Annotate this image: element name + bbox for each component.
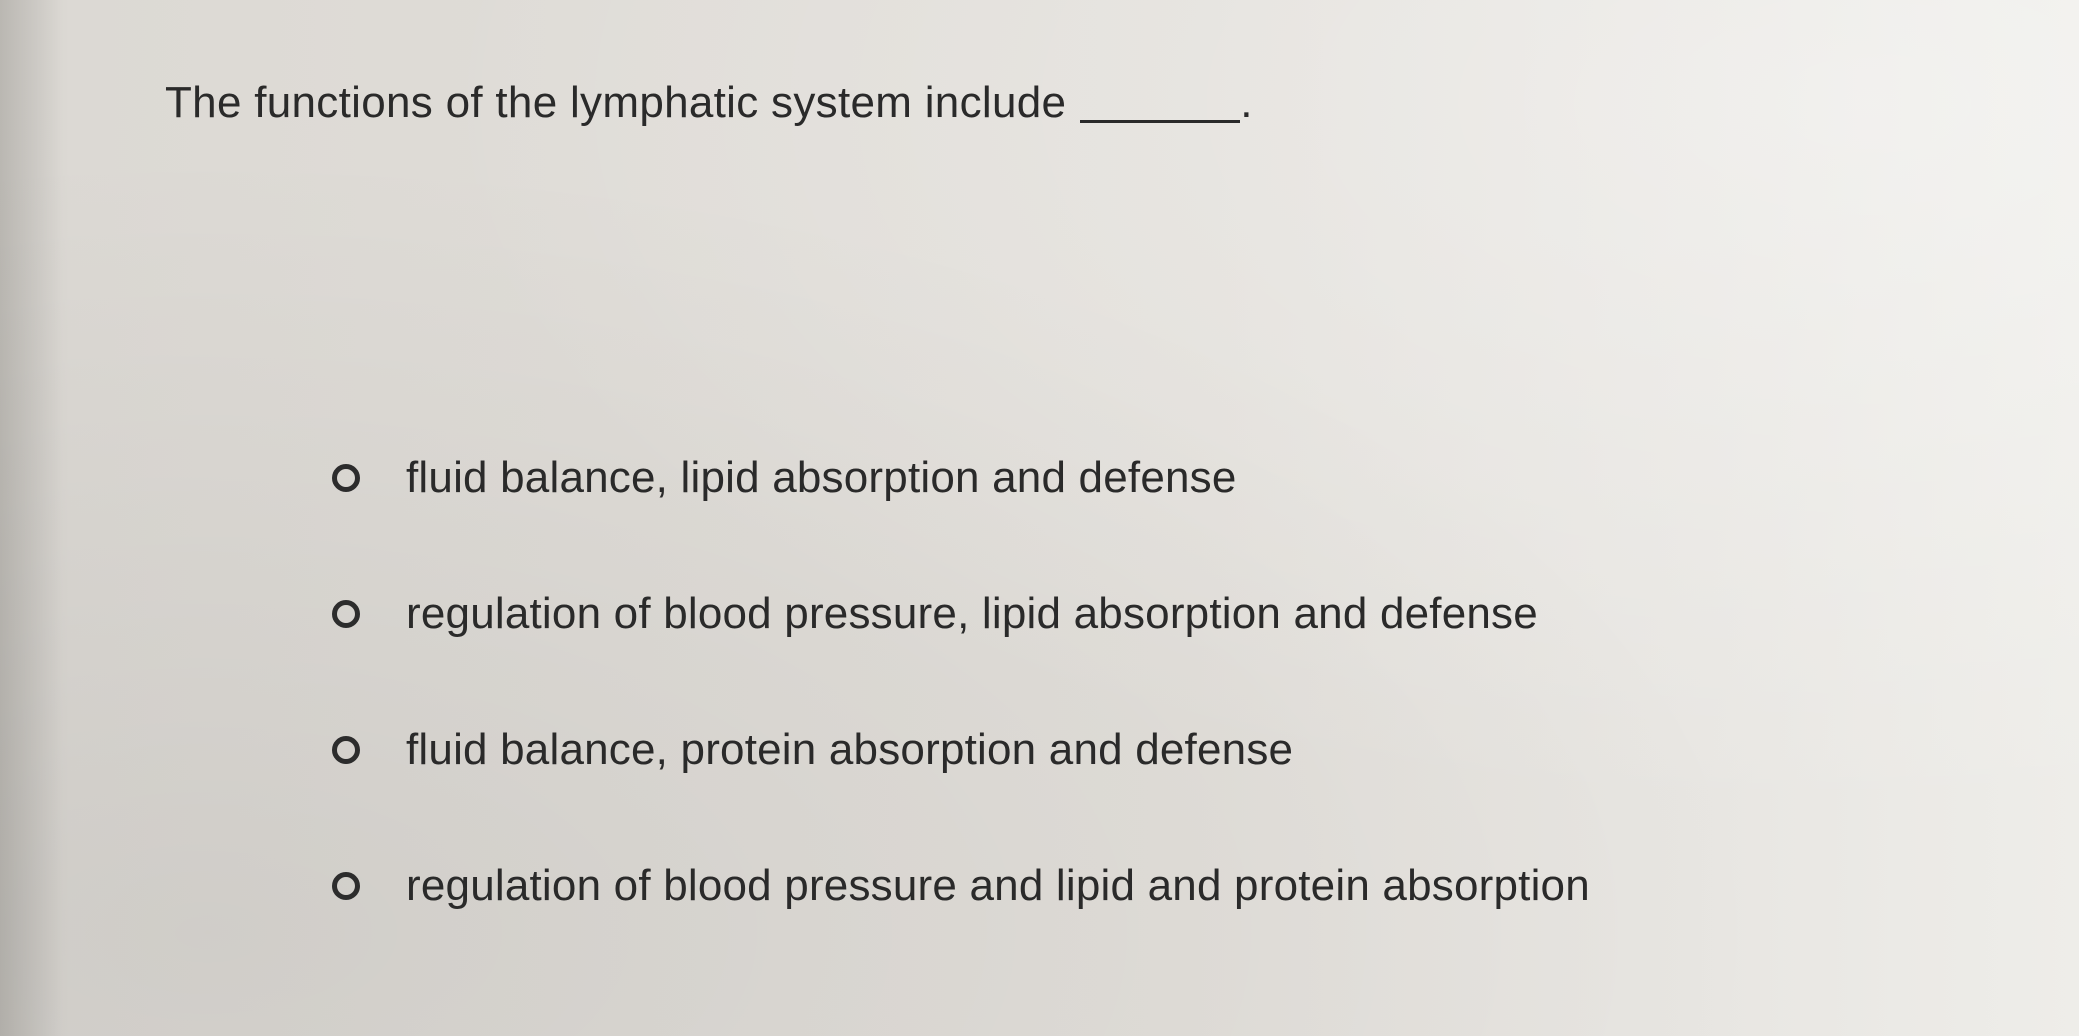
radio-button-icon[interactable] — [332, 736, 360, 764]
answer-option-label: fluid balance, protein absorption and defense — [406, 725, 1294, 774]
answer-blank — [1080, 120, 1240, 123]
screen-edge-shadow — [0, 0, 62, 1036]
question-prompt — [165, 78, 1253, 128]
answer-option-1[interactable] — [332, 410, 1590, 546]
answer-option-4[interactable] — [332, 818, 1590, 954]
radio-button-icon[interactable] — [332, 872, 360, 900]
radio-button-icon[interactable] — [332, 600, 360, 628]
answer-options — [332, 410, 1590, 954]
radio-button-icon[interactable] — [332, 464, 360, 492]
answer-option-label: regulation of blood pressure and lipid and protein absorption — [406, 861, 1590, 910]
answer-option-label: fluid balance, lipid absorption and defense — [406, 453, 1237, 502]
answer-option-3[interactable] — [332, 682, 1590, 818]
question-end-punctuation: . — [1240, 78, 1253, 127]
question-text: The functions of the lymphatic system include — [165, 78, 1067, 127]
answer-option-label: regulation of blood pressure, lipid absorption and defense — [406, 589, 1538, 638]
answer-option-2[interactable] — [332, 546, 1590, 682]
